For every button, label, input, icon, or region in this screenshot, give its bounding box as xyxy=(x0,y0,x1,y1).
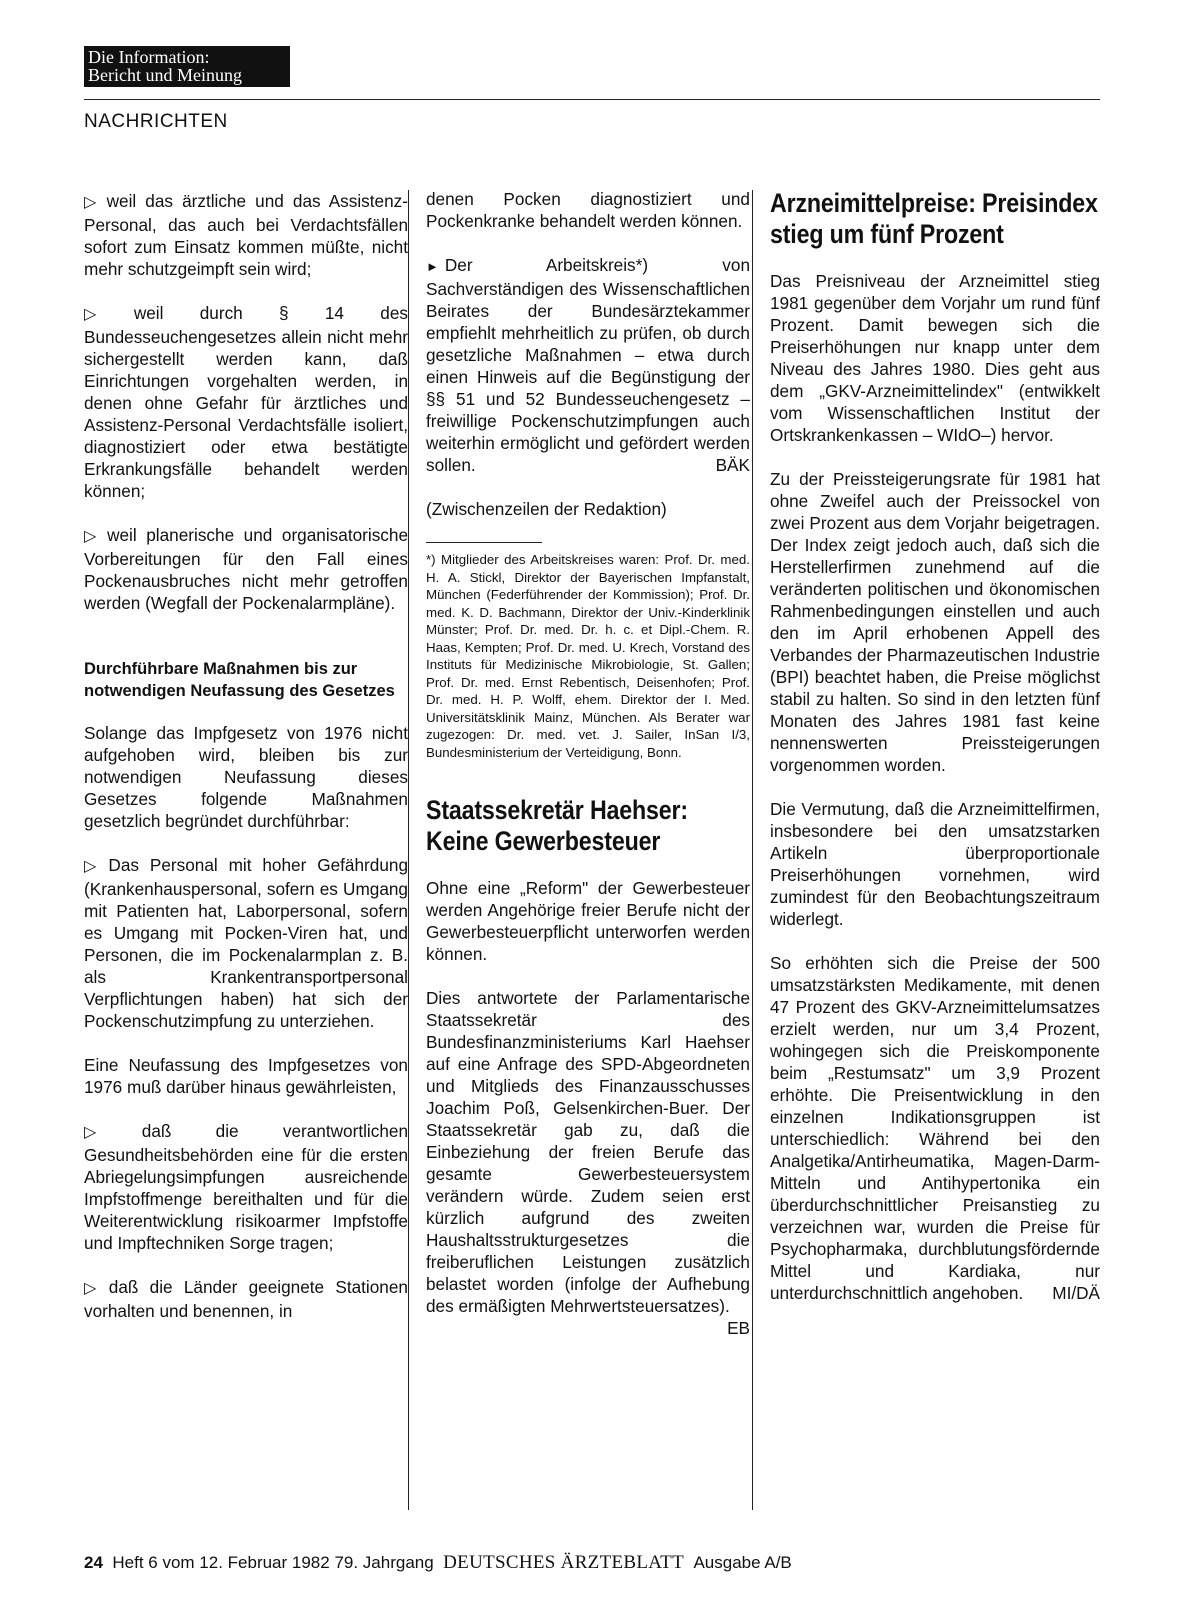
page-footer xyxy=(84,1552,792,1574)
author-signature: MI/DÄ xyxy=(1052,1283,1100,1303)
paragraph: Zu der Preissteigerungsrate für 1981 hat ohne Zweifel auch der Preissockel von zwei Prozent aus dem Vorjahr beigetragen. Der Index zeigt jedoch auch, daß sich die Herstellerfirmen zunehmend auf die veränderten politischen und ökonomischen Rahmenbedingungen einstellen und auch den im April erhobenen Appell des Verbandes der Pharmazeutischen Industrie (BPI) beachtet haben, die Preise möglichst stabil zu halten. So sind in den letzten fünf Monaten des Jahres 1981 fast keine nennenswerten Preissteigerungen vorgenommen worden. xyxy=(770,469,1100,775)
author-signature: EB xyxy=(727,1318,750,1338)
editor-note: (Zwischenzeilen der Redaktion) xyxy=(426,499,667,519)
triangle-bullet-icon: ▷ xyxy=(84,194,101,211)
paragraph: Dies antwortete der Parlamentarische Staatssekretär des Bundesfinanzministeriums Karl Haehser auf eine Anfrage des SPD-Abgeordneten und Mitglieds des Finanzausschusses Joachim Poß, Gelsenkirchen-Buer. Der Staatssekretär gab zu, daß die Einbeziehung der freien Berufe das gesamte Gewerbesteuersystem verändern würde. Zudem seien erst kürzlich aufgrund des zweiten Haushaltsstrukturgesetzes die freiberuflichen Leistungen zusätzlich belastet worden (infolge der Aufhebung des ermäßigten Mehrwertsteuersatzes). EB xyxy=(426,988,750,1338)
paragraph: Die Vermutung, daß die Arzneimittelfirmen, insbesondere bei den umsatzstarken Artikeln überproportionale Preiserhöhungen vornehmen, wird zumindest für den Beobachtungszeitraum widerlegt. xyxy=(770,799,1100,929)
author-signature: BÄK xyxy=(715,455,750,475)
column-divider-2 xyxy=(752,190,753,1510)
paragraph: ▷ weil das ärztliche und das Assistenz-Personal, das auch bei Verdachtsfällen sofort zum Einsatz kommen müßte, nicht mehr schutzgeimpft sein wird; xyxy=(84,191,408,279)
filled-arrow-bullet-icon: ► xyxy=(426,259,439,274)
column-divider-1 xyxy=(408,190,409,1510)
triangle-bullet-icon: ▷ xyxy=(84,858,103,875)
paragraph: denen Pocken diagnostiziert und Pockenkranke behandelt werden können. xyxy=(426,189,750,231)
footnote-rule xyxy=(426,542,542,543)
triangle-bullet-icon: ▷ xyxy=(84,1280,103,1297)
paragraph: ▷ Das Personal mit hoher Gefährdung (Krankenhauspersonal, sofern es Umgang mit Patienten hat, Laborpersonal, sofern es Umgang mit Pocken-Viren hat, und Personen, die im Pockenalarmplan z. B. als Krankentransportpersonal Verpflichtungen haben) hat sich der Pockenschutzimpfung zu unterziehen. xyxy=(84,855,408,1031)
masthead xyxy=(84,46,290,87)
article-headline: Staatssekretär Haehser: Keine Gewerbesteuer xyxy=(426,795,688,856)
paragraph: ► Der Arbeitskreis*) von Sachverständigen des Wissenschaftlichen Beirates der Bundesärztekammer empfiehlt mehrheitlich zu prüfen, ob durch gesetzliche Maßnahmen – etwa durch einen Hinweis auf die Begünstigung der §§ 51 und 52 Bundesseuchengesetz – freiwillige Pockenschutzimpfungen auch weiterhin ermöglicht und gefördert werden sollen. BÄK xyxy=(426,255,750,475)
column-3 xyxy=(770,188,1100,1326)
paragraph: So erhöhten sich die Preise der 500 umsatzstärksten Medikamente, mit denen 47 Prozent des GKV-Arzneimittelumsatzes erzielt werden, nur um 3,4 Prozent, wohingegen sich die Preiskomponente beim „Restumsatz" um 3,9 Prozent erhöhte. Die Preisentwicklung in den einzelnen Indikationsgruppen ist unterschiedlich: Während bei den Analgetika/Antirheumatika, Magen-Darm-Mitteln und Antihypertonika ein überdurchschnittlicher Preisanstieg zu verzeichnen war, wurden die Preise für Psychopharmaka, durchblutungsfördernde Mittel und Kardiaka, nur unterdurchschnittlich angehoben. MI/DÄ xyxy=(770,953,1100,1303)
paragraph: Ohne eine „Reform" der Gewerbesteuer werden Angehörige freier Berufe nicht der Gewerbesteuerpflicht unterworfen werden können. xyxy=(426,878,750,964)
triangle-bullet-icon: ▷ xyxy=(84,1124,136,1141)
paragraph: ▷ daß die Länder geeignete Stationen vorhalten und benennen, in xyxy=(84,1277,408,1321)
triangle-bullet-icon: ▷ xyxy=(84,528,102,545)
triangle-bullet-icon: ▷ xyxy=(84,306,128,323)
paragraph: Solange das Impfgesetz von 1976 nicht aufgehoben wird, bleiben bis zur notwendigen Neufassung dieses Gesetzes folgende Maßnahmen gesetzlich begründet durchführbar: xyxy=(84,723,408,831)
subheading: Durchführbare Maßnahmen bis zur notwendigen Neufassung des Gesetzes xyxy=(84,660,395,700)
issue-info: Heft 6 vom 12. Februar 1982 79. Jahrgang xyxy=(112,1553,434,1572)
paragraph: Das Preisniveau der Arzneimittel stieg 1981 gegenüber dem Vorjahr um rund fünf Prozent. Damit bewegen sich die Preiserhöhungen nur knapp unter dem Niveau des Jahres 1980. Dies geht aus dem „GKV-Arzneimittelindex" (entwikkelt vom Wissenschaftlichen Institut der Ortskrankenkassen – WIdO–) hervor. xyxy=(770,271,1100,445)
page-number: 24 xyxy=(84,1553,103,1572)
section-title: NACHRICHTEN xyxy=(84,111,228,132)
masthead-line-2: Bericht und Meinung xyxy=(88,65,242,85)
paragraph: ▷ weil planerische und organisatorische Vorbereitungen für den Fall eines Pockenausbruches nicht mehr getroffen werden (Wegfall der Pockenalarmpläne). xyxy=(84,525,408,613)
paragraph: ▷ weil durch § 14 des Bundesseuchengesetzes allein nicht mehr sichergestellt werden kann, daß Einrichtungen vorgehalten werden, in denen ohne Gefahr für ärztliches und Assistenz-Personal Verdachtsfälle isoliert, diagnostiziert oder etwa bestätigte Erkrankungsfälle behandelt werden können; xyxy=(84,303,408,501)
paragraph: Eine Neufassung des Impfgesetzes von 1976 muß darüber hinaus gewährleisten, xyxy=(84,1055,408,1097)
paragraph: ▷ daß die verantwortlichen Gesundheitsbehörden eine für die ersten Abriegelungsimpfungen ausreichende Impfstoffmenge bereithalten und für die Weiterentwicklung risikoarmer Impfstoffe und Impftechniken Sorge tragen; xyxy=(84,1121,409,1253)
article-headline: Arzneimittelpreise: Preisindex stieg um fünf Prozent xyxy=(770,188,1098,249)
masthead-line-1: Die Information: xyxy=(88,47,210,67)
journal-name: DEUTSCHES ÄRZTEBLATT xyxy=(443,1552,684,1573)
footnote: *) Mitglieder des Arbeitskreises waren: Prof. Dr. med. H. A. Stickl, Direktor der Bayerischen Impfanstalt, München (Federführender der Kommission); Prof. Dr. med. K. D. Bachmann, Direktor der Univ.-Kinderklinik Münster; Prof. Dr. med. Dr. h. c. et Dipl.-Chem. R. Haas, Kempten; Prof. Dr. med. U. Krech, Vorstand des Instituts für Medizinische Mikrobiologie, St. Gallen; Prof. Dr. med. Ernst Rebentisch, Deisenhofen; Prof. Dr. med. H. P. Wolff, ehem. Direktor der I. Med. Universitätsklinik Mainz, München. Als Berater war zugezogen: Dr. med. vet. J. Sailer, InSan I/3, Bundesministerium der Verteidigung, Bonn. xyxy=(426,552,750,760)
edition: Ausgabe A/B xyxy=(693,1553,792,1572)
column-2 xyxy=(426,188,750,1339)
header-rule xyxy=(84,99,1100,100)
column-1 xyxy=(84,190,408,1344)
